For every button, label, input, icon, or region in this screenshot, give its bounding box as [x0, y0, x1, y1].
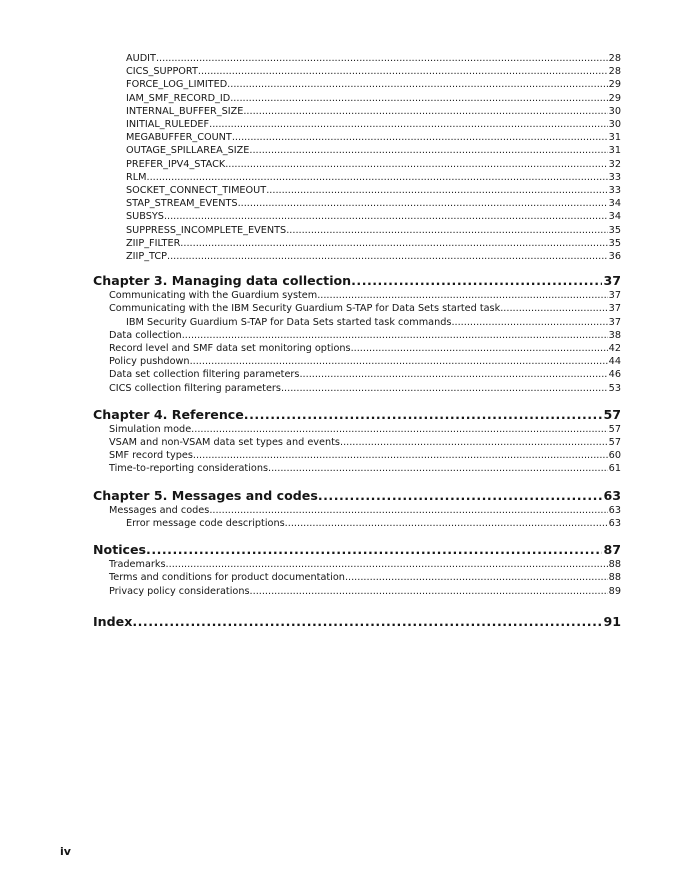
dot-leader [182, 329, 608, 342]
toc-entry-page: 37 [608, 316, 621, 328]
dot-leader [132, 614, 602, 630]
chapter-title: Index [93, 613, 133, 629]
dot-leader [164, 210, 608, 223]
dot-leader [351, 273, 602, 289]
toc-entry-title: SUPPRESS_INCOMPLETE_EVENTS [126, 224, 287, 236]
toc-entry[interactable] [93, 368, 621, 381]
toc-entry[interactable] [93, 171, 621, 184]
toc-entry-page: 61 [608, 463, 621, 475]
dot-leader [281, 382, 608, 395]
toc-entry[interactable] [93, 118, 621, 131]
toc-entry-page: 35 [608, 237, 621, 249]
toc-entry[interactable] [93, 131, 621, 144]
toc-entry-title: SOCKET_CONNECT_TIMEOUT [126, 185, 267, 197]
dot-leader [345, 571, 608, 584]
toc-entry-page: 28 [608, 53, 621, 64]
dot-leader [230, 92, 607, 105]
toc-entry-title: Communicating with the IBM Security Guardium S-TAP for Data Sets started task [109, 303, 501, 315]
toc-entry-title: Trademarks [109, 559, 166, 571]
toc-chapter-4[interactable] [93, 407, 621, 423]
dot-leader [156, 52, 608, 65]
toc-entry[interactable] [93, 144, 621, 157]
dot-leader [286, 224, 607, 237]
dot-leader [451, 316, 607, 329]
chapter-title: Notices [93, 542, 147, 558]
chapter-page: 57 [603, 406, 621, 422]
toc-entry[interactable] [93, 585, 621, 598]
toc-entry-title: Record level and SMF data set monitoring options [109, 343, 351, 355]
dot-leader [318, 488, 603, 504]
toc-entry-title: IAM_SMF_RECORD_ID [126, 92, 231, 104]
toc-entry-page: 33 [608, 185, 621, 197]
toc-entry[interactable] [93, 316, 621, 329]
toc-entry[interactable] [93, 158, 621, 171]
toc-entry-page: 31 [608, 145, 621, 157]
toc-entry[interactable] [93, 382, 621, 395]
dot-leader [180, 237, 607, 250]
toc-entry[interactable] [93, 65, 621, 78]
toc-entry-title: CICS_SUPPORT [126, 66, 198, 78]
toc-entry[interactable] [93, 355, 621, 368]
toc-entry[interactable] [93, 329, 621, 342]
toc-entry-title: PREFER_IPV4_STACK [126, 158, 226, 170]
toc-entry[interactable] [93, 52, 621, 65]
dot-leader [193, 449, 608, 462]
dot-leader [266, 184, 607, 197]
chapter-page: 37 [603, 273, 621, 289]
toc-entry-title: CICS collection filtering parameters [109, 382, 281, 394]
toc-entry[interactable] [93, 462, 621, 475]
toc-entry-title: Terms and conditions for product documentation [109, 572, 345, 584]
dot-leader [166, 558, 608, 571]
toc-entry-page: 29 [608, 92, 621, 104]
dot-leader [147, 171, 608, 184]
dot-leader [299, 368, 607, 381]
toc-entry-page: 28 [608, 66, 621, 78]
dot-leader [500, 302, 607, 315]
chapter-title: Chapter 3. Managing data collection [93, 273, 352, 289]
toc-entry-title: INITIAL_RULEDEF [126, 119, 210, 131]
toc-entry-title: Data set collection filtering parameters [109, 369, 300, 381]
dot-leader [209, 118, 608, 131]
toc-entry-page: 32 [608, 158, 621, 170]
toc-entry[interactable] [93, 78, 621, 91]
dot-leader [268, 462, 608, 475]
dot-leader [225, 158, 607, 171]
toc-entry-page: 57 [608, 423, 621, 435]
toc-entry-title: Data collection [109, 329, 182, 341]
toc-entry-page: 44 [608, 356, 621, 368]
toc-entry[interactable] [93, 342, 621, 355]
toc-entry[interactable] [93, 517, 621, 530]
toc-entry[interactable] [93, 184, 621, 197]
toc-entry-title: STAP_STREAM_EVENTS [126, 198, 238, 210]
toc-entry-title: VSAM and non-VSAM data set types and events [109, 437, 340, 449]
dot-leader [232, 131, 608, 144]
toc-entry[interactable] [93, 504, 621, 517]
toc-entry-page: 46 [608, 369, 621, 381]
toc-entry-page: 57 [608, 437, 621, 449]
toc-entry-page: 34 [608, 211, 621, 223]
toc-entry[interactable] [93, 250, 621, 263]
table-of-contents [93, 52, 621, 630]
dot-leader [351, 342, 608, 355]
toc-entry-page: 53 [608, 382, 621, 394]
toc-entry-title: SMF record types [109, 450, 193, 462]
toc-entry[interactable] [93, 224, 621, 237]
toc-entry-title: INTERNAL_BUFFER_SIZE [126, 105, 244, 117]
toc-entry-page: 30 [608, 119, 621, 131]
toc-entry[interactable] [93, 436, 621, 449]
toc-entry-title: Time-to-reporting considerations [109, 463, 269, 475]
toc-entry-page: 29 [608, 79, 621, 91]
toc-entry-page: 37 [608, 290, 621, 302]
dot-leader [340, 436, 608, 449]
toc-entry-title: SUBSYS [126, 211, 164, 223]
dot-leader [227, 78, 608, 91]
toc-entry[interactable] [93, 449, 621, 462]
toc-entry-title: Simulation mode [109, 423, 192, 435]
toc-entry[interactable] [93, 423, 621, 436]
dot-leader [198, 65, 608, 78]
toc-entry-page: 31 [608, 132, 621, 144]
chapter-title: Chapter 4. Reference [93, 406, 244, 422]
toc-entry-title: Error message code descriptions [126, 517, 285, 529]
toc-entry[interactable] [93, 210, 621, 223]
toc-entry-page: 34 [608, 198, 621, 210]
toc-entry-page: 88 [608, 559, 621, 571]
toc-entry-page: 89 [608, 585, 621, 597]
toc-entry-title: Policy pushdown [109, 356, 190, 368]
toc-entry[interactable] [93, 302, 621, 315]
toc-notices[interactable] [93, 542, 621, 558]
toc-entry[interactable] [93, 105, 621, 118]
toc-entry-page: 88 [608, 572, 621, 584]
chapter-page: 91 [603, 613, 621, 629]
dot-leader [317, 289, 607, 302]
toc-entry[interactable] [93, 92, 621, 105]
toc-entry-page: 38 [608, 329, 621, 341]
toc-entry-title: ZIIP_FILTER [126, 237, 181, 249]
toc-entry-title: OUTAGE_SPILLAREA_SIZE [126, 145, 250, 157]
toc-entry-title: IBM Security Guardium S-TAP for Data Sets started task commands [126, 316, 452, 328]
dot-leader [243, 105, 607, 118]
toc-entry[interactable] [93, 237, 621, 250]
chapter-title: Chapter 5. Messages and codes [93, 487, 318, 503]
toc-entry[interactable] [93, 571, 621, 584]
toc-entry-page: 30 [608, 105, 621, 117]
toc-entry-title: Communicating with the Guardium system [109, 290, 318, 302]
dot-leader [190, 355, 608, 368]
chapter-page: 63 [603, 487, 621, 503]
toc-entry-title: MEGABUFFER_COUNT [126, 132, 232, 144]
toc-index[interactable] [93, 614, 621, 630]
dot-leader [250, 585, 608, 598]
chapter-page: 87 [603, 542, 621, 558]
toc-chapter-5[interactable] [93, 488, 621, 504]
toc-entry-page: 63 [608, 517, 621, 529]
toc-entry-page: 37 [608, 303, 621, 315]
dot-leader [191, 423, 608, 436]
toc-entry-page: 36 [608, 251, 621, 263]
toc-entry-page: 60 [608, 450, 621, 462]
dot-leader [249, 144, 607, 157]
dot-leader [146, 542, 602, 558]
toc-entry-title: RLM [126, 171, 147, 183]
page-number: iv [60, 845, 71, 858]
toc-entry-page: 35 [608, 224, 621, 236]
toc-entry-title: Privacy policy considerations [109, 585, 250, 597]
dot-leader [167, 250, 608, 263]
dot-leader [209, 504, 607, 517]
dot-leader [238, 197, 608, 210]
toc-entry-page: 42 [608, 343, 621, 355]
toc-entry-page: 33 [608, 171, 621, 183]
toc-entry[interactable] [93, 289, 621, 302]
toc-entry-title: ZIIP_TCP [126, 251, 167, 263]
dot-leader [285, 517, 608, 530]
dot-leader [244, 407, 603, 423]
toc-entry-page: 63 [608, 504, 621, 516]
toc-entry[interactable] [93, 558, 621, 571]
toc-entry[interactable] [93, 197, 621, 210]
toc-entry-title: AUDIT [126, 53, 156, 64]
toc-chapter-3[interactable] [93, 273, 621, 289]
toc-entry-title: FORCE_LOG_LIMITED [126, 79, 228, 91]
toc-entry-title: Messages and codes [109, 504, 210, 516]
